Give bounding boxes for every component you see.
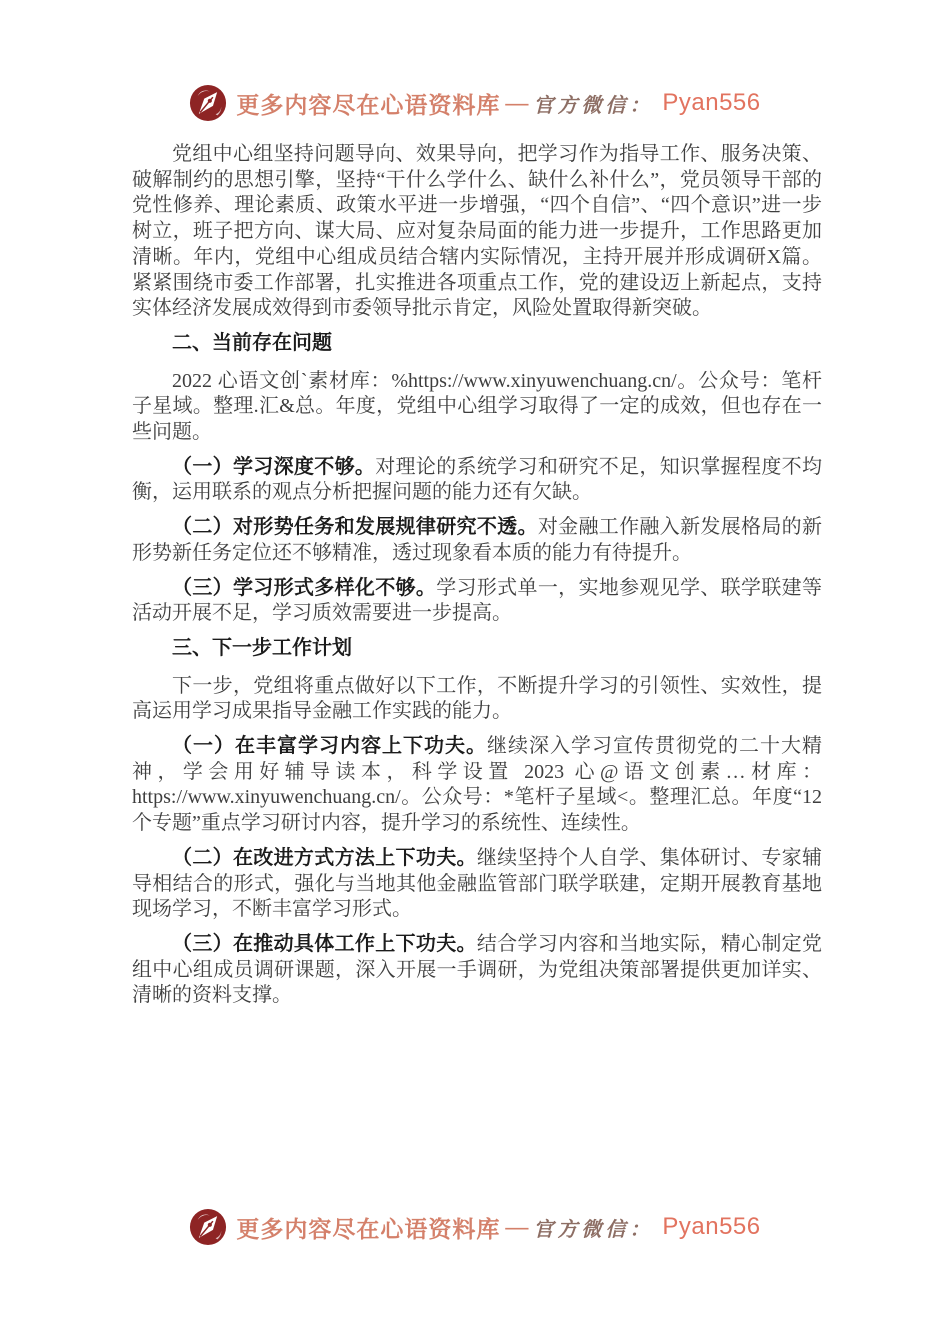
paragraph: [132, 932, 822, 1009]
paragraph: [132, 455, 822, 506]
header-banner: [0, 84, 950, 122]
paragraph-text: 结合学习内容和当地实际，精心制定党组中心组成员调研课题，深入开展一手调研，为党组决策部署提供更加详实、清晰的资料支撑。: [132, 932, 823, 1007]
banner-wechat-id: Pyan556: [662, 89, 761, 116]
paragraph-lead: （三）学习形式多样化不够。: [172, 576, 437, 599]
banner-wechat-label: 官方微信：: [533, 94, 654, 117]
paragraph: [132, 576, 822, 627]
paragraph-text: 对金融工作融入新发展格局的新形势新任务定位还不够精准，透过现象看本质的能力有待提升。: [132, 516, 823, 564]
banner-site-text: 更多内容尽在心语资料库: [236, 1216, 501, 1242]
banner-wechat-id: Pyan556: [662, 1213, 761, 1240]
pen-nib-logo-icon: [189, 84, 227, 122]
paragraph-text: 继续深入学习宣传贯彻党的二十大精神，学会用好辅导读本，科学设置 2023 心@语文创素…材库： https://www.xinyuwenchuang.cn/。公众号：*笔杆子星域<。整理汇总。年度“12 个专题”重点学习研讨内容，提升学习的系统性、连续性。: [132, 735, 822, 835]
paragraph-text: 对理论的系统学习和研究不足，知识掌握程度不均衡，运用联系的观点分析把握问题的能力还有欠缺。: [132, 455, 823, 504]
section-heading: 三、下一步工作计划: [172, 636, 352, 659]
paragraph: 党组中心组坚持问题导向、效果导向，把学习作为指导工作、服务决策、破解制约的思想引擎，坚持“干什么学什么、缺什么补什么”，党员领导干部的党性修养、理论素质、政策水平进一步增强，“四个自信”、“四个意识”进一步树立，班子把方向、谋大局、应对复杂局面的能力进一步提升，工作思路更加清晰。年内，党组中心组成员结合辖内实际情况，主持开展并形成调研X篇。紧紧围绕市委工作部署，扎实推进各项重点工作，党的建设迈上新起点，支持实体经济发展成效得到市委领导批示肯定，风险处置取得新突破。: [132, 143, 822, 320]
pen-nib-logo-icon: [189, 1208, 227, 1246]
footer-banner: [0, 1208, 950, 1246]
banner-dash: —: [505, 90, 529, 115]
paragraph-text: 学习形式单一，实地参观见学、联学联建等活动开展不足，学习质效需要进一步提高。: [132, 576, 823, 625]
paragraph: 下一步，党组将重点做好以下工作，不断提升学习的引领性、实效性，提高运用学习成果指导金融工作实践的能力。: [132, 674, 822, 723]
section-heading: 二、当前存在问题: [172, 331, 332, 354]
paragraph-lead: （二）在改进方式方法上下功夫。: [172, 846, 477, 869]
document-body: [132, 142, 822, 1018]
paragraph-lead: （一）学习深度不够。: [172, 455, 376, 478]
banner-wechat-label: 官方微信：: [533, 1218, 654, 1241]
paragraph: [132, 846, 822, 923]
paragraph-lead: （二）对形势任务和发展规律研究不透。: [172, 516, 538, 539]
paragraph: 2022 心语文创`素材库：%https://www.xinyuwenchuang.cn/。公众号：笔杆子星域。整理.汇&总。年度，党组中心组学习取得了一定的成效，但也存在一些问题。: [132, 369, 822, 444]
paragraph: [132, 734, 822, 837]
banner-site-text: 更多内容尽在心语资料库: [236, 92, 501, 118]
paragraph: [132, 515, 822, 566]
banner-dash: —: [505, 1214, 529, 1239]
paragraph-text: 继续坚持个人自学、集体研讨、专家辅导相结合的形式，强化与当地其他金融监管部门联学联建，定期开展教育基地现场学习，不断丰富学习形式。: [132, 846, 823, 921]
paragraph-lead: （一）在丰富学习内容上下功夫。: [172, 735, 487, 758]
paragraph-lead: （三）在推动具体工作上下功夫。: [172, 932, 477, 955]
